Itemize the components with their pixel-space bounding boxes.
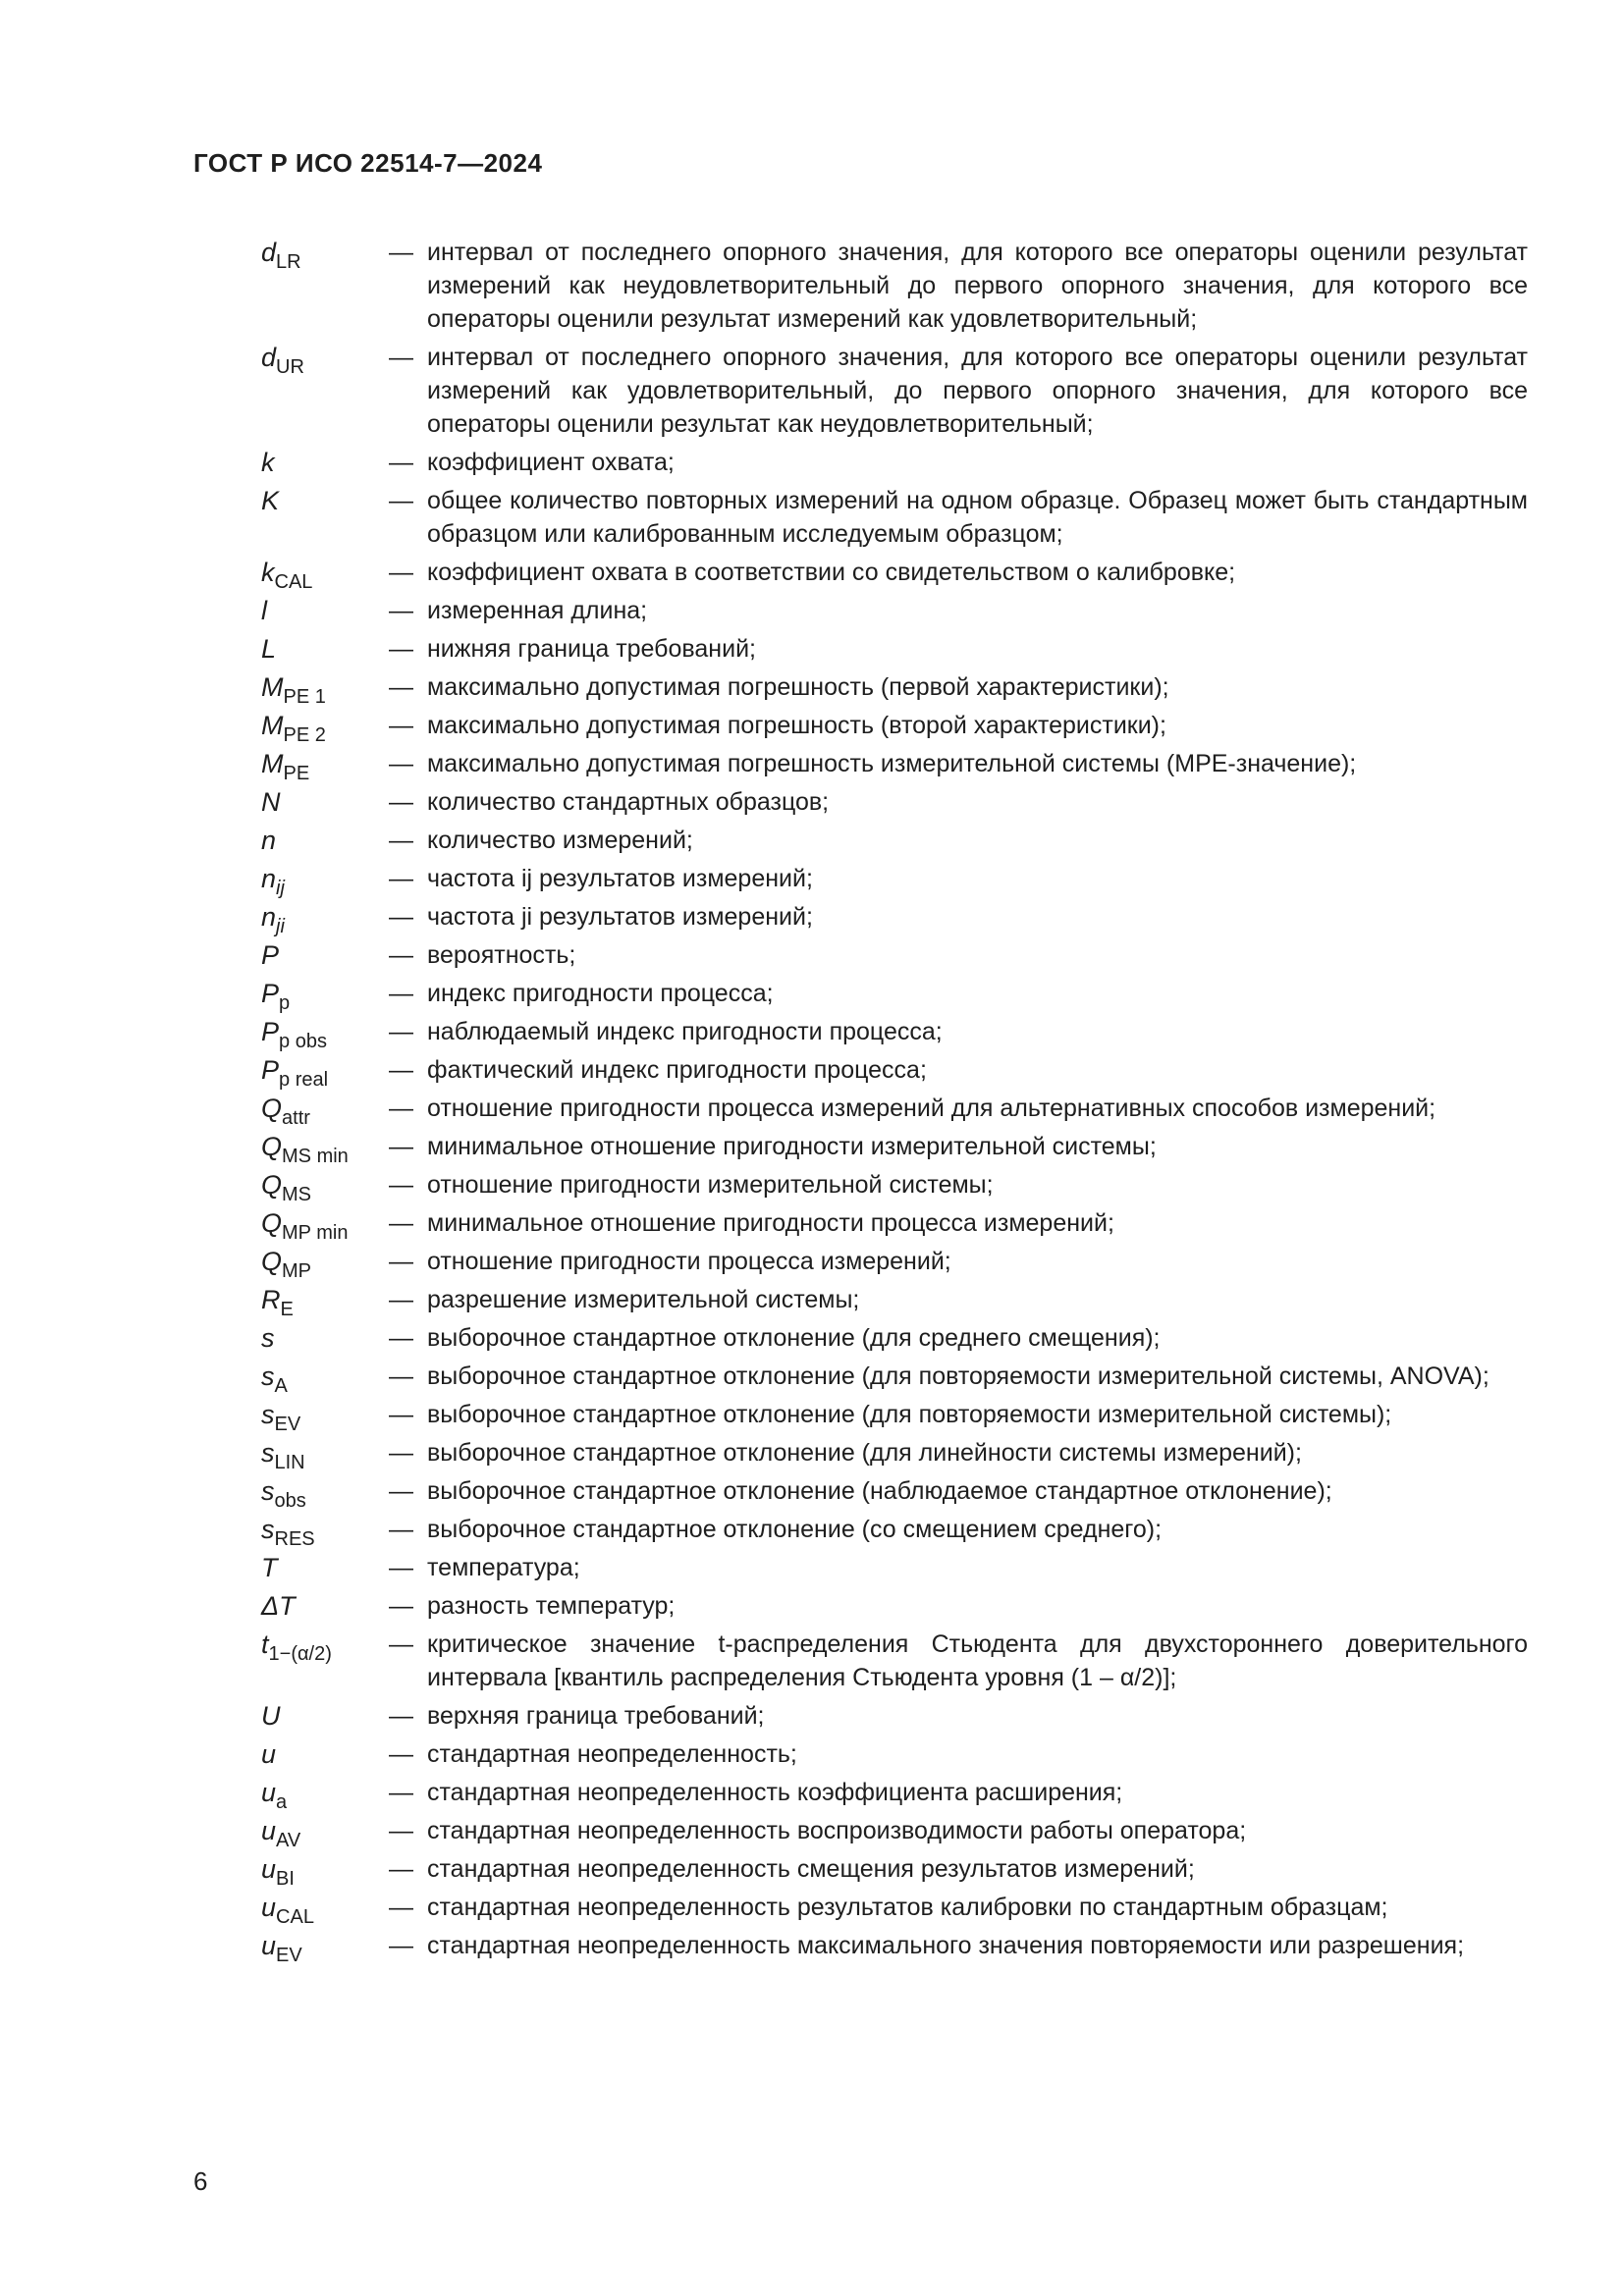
em-dash: — [389, 980, 413, 1007]
symbol-row [261, 484, 1528, 551]
symbol-subscript: MP [282, 1260, 312, 1282]
symbol-base: u [261, 1778, 277, 1807]
symbol-row [261, 1513, 1528, 1550]
symbol-base: k [261, 558, 275, 587]
symbol-definition: отношение пригодности процесса измерений; [427, 1248, 951, 1275]
symbol-row [261, 1628, 1528, 1694]
symbol [261, 1436, 389, 1473]
symbol [261, 556, 389, 593]
symbol-subscript: PE 2 [283, 724, 326, 746]
symbol-base: s [261, 1400, 275, 1429]
em-dash: — [389, 1894, 413, 1921]
symbol-definition: максимально допустимая погрешность измерительной системы (MPE-значение); [427, 750, 1357, 777]
em-dash: — [389, 1554, 413, 1581]
symbol-subscript: CAL [274, 571, 313, 593]
symbol-definition: отношение пригодности измерительной системы; [427, 1171, 994, 1199]
symbol [261, 1551, 389, 1584]
symbol-definition: стандартная неопределенность коэффициента расширения; [427, 1779, 1123, 1806]
symbol-subscript: RES [274, 1528, 315, 1550]
em-dash: — [389, 750, 413, 777]
symbol [261, 1321, 389, 1355]
em-dash: — [389, 1133, 413, 1160]
symbol-row [261, 747, 1528, 784]
symbol-subscript: AV [276, 1830, 301, 1851]
symbol-definition: минимальное отношение пригодности измерительной системы; [427, 1133, 1157, 1160]
symbol-subscript: p real [279, 1069, 329, 1091]
symbol-subscript: LIN [274, 1452, 305, 1473]
symbol [261, 632, 389, 666]
symbol-row [261, 341, 1528, 441]
symbol-definition: температура; [427, 1554, 580, 1581]
symbol-definition: выборочное стандартное отклонение (для повторяемости измерительной системы, ANOVA); [427, 1362, 1489, 1390]
symbol [261, 747, 389, 784]
symbol-definition: выборочное стандартное отклонение (со смещением среднего); [427, 1516, 1163, 1543]
symbol-base: Q [261, 1170, 283, 1200]
symbol-base: s [261, 1323, 275, 1353]
symbol [261, 1852, 389, 1890]
symbol-base: n [261, 902, 277, 932]
em-dash: — [389, 827, 413, 854]
symbol-row [261, 1245, 1528, 1282]
symbol-row [261, 1737, 1528, 1771]
symbol-definition: индекс пригодности процесса; [427, 980, 774, 1007]
em-dash: — [389, 788, 413, 816]
symbol-base: L [261, 634, 277, 664]
symbol-base: M [261, 749, 284, 778]
symbol-base: n [261, 826, 277, 855]
symbol-subscript: ji [276, 916, 285, 937]
symbol-definition: разрешение измерительной системы; [427, 1286, 860, 1313]
em-dash: — [389, 1592, 413, 1620]
symbol [261, 1206, 389, 1244]
symbol-subscript: MP min [282, 1222, 349, 1244]
symbol-row [261, 236, 1528, 336]
symbol-row [261, 1283, 1528, 1320]
em-dash: — [389, 559, 413, 586]
symbol-row [261, 632, 1528, 666]
em-dash: — [389, 1855, 413, 1883]
symbol-base: N [261, 787, 281, 817]
symbol-definition: измеренная длина; [427, 597, 648, 624]
symbol-base: u [261, 1893, 277, 1922]
symbol-base: Q [261, 1132, 283, 1161]
page-number: 6 [193, 2166, 208, 2196]
symbol-subscript: MS [282, 1184, 312, 1205]
symbol-definition: интервал от последнего опорного значения, для которого все операторы оценили результат измерений как неудовлетворительный до первого опорного значения, для которого все операторы оценили результат измерений как удовлетворительный; [427, 239, 1528, 333]
symbol-base: u [261, 1931, 277, 1960]
symbol-row [261, 1053, 1528, 1091]
symbol-row [261, 1321, 1528, 1355]
symbol-base: s [261, 1515, 275, 1544]
symbol-definition: нижняя граница требований; [427, 635, 756, 663]
symbol-subscript: E [280, 1299, 294, 1320]
symbol-base: l [261, 596, 267, 625]
symbol-base: Q [261, 1094, 283, 1123]
em-dash: — [389, 1477, 413, 1505]
symbol-row [261, 1814, 1528, 1851]
symbol-definition: общее количество повторных измерений на одном образце. Образец может быть стандартным образцом или калиброванным исследуемым образцом; [427, 487, 1528, 548]
symbol [261, 1474, 389, 1512]
symbol-row [261, 709, 1528, 746]
symbol-row [261, 1776, 1528, 1813]
em-dash: — [389, 487, 413, 514]
em-dash: — [389, 1018, 413, 1045]
symbol-base: d [261, 238, 277, 267]
symbol-definition: стандартная неопределенность воспроизводимости работы оператора; [427, 1817, 1247, 1844]
symbol-base: ΔT [261, 1591, 296, 1621]
symbol-row [261, 938, 1528, 972]
symbol [261, 1929, 389, 1966]
symbol [261, 1015, 389, 1052]
symbol [261, 1737, 389, 1771]
symbol [261, 670, 389, 708]
symbol-base: P [261, 979, 280, 1008]
symbol-base: Q [261, 1247, 283, 1276]
symbol-list [261, 236, 1528, 1967]
symbol [261, 785, 389, 819]
symbol-row [261, 900, 1528, 937]
symbol-definition: вероятность; [427, 941, 576, 969]
symbol-row [261, 1092, 1528, 1129]
symbol-definition: разность температур; [427, 1592, 676, 1620]
symbol-definition: стандартная неопределенность максимального значения повторяемости или разрешения; [427, 1932, 1465, 1959]
em-dash: — [389, 239, 413, 266]
em-dash: — [389, 1209, 413, 1237]
em-dash: — [389, 1362, 413, 1390]
symbol [261, 1628, 389, 1665]
em-dash: — [389, 941, 413, 969]
em-dash: — [389, 1779, 413, 1806]
symbol-definition: верхняя граница требований; [427, 1702, 765, 1730]
symbol-row [261, 1015, 1528, 1052]
symbol-row [261, 1206, 1528, 1244]
symbol-row [261, 977, 1528, 1014]
em-dash: — [389, 1401, 413, 1428]
em-dash: — [389, 597, 413, 624]
em-dash: — [389, 1439, 413, 1467]
symbol [261, 1245, 389, 1282]
symbol-subscript: 1−(α/2) [268, 1643, 332, 1665]
symbol-base: s [261, 1362, 275, 1391]
symbol [261, 709, 389, 746]
symbol-subscript: obs [274, 1490, 306, 1512]
em-dash: — [389, 673, 413, 701]
symbol-row [261, 1130, 1528, 1167]
symbol-definition: стандартная неопределенность результатов калибровки по стандартным образцам; [427, 1894, 1388, 1921]
symbol-subscript: EV [274, 1414, 301, 1435]
em-dash: — [389, 1095, 413, 1122]
document-header: ГОСТ Р ИСО 22514-7—2024 [193, 148, 543, 178]
em-dash: — [389, 635, 413, 663]
em-dash: — [389, 1171, 413, 1199]
symbol [261, 1776, 389, 1813]
symbol-base: U [261, 1701, 281, 1731]
symbol-base: d [261, 343, 277, 372]
symbol-base: n [261, 864, 277, 893]
symbol [261, 1360, 389, 1397]
symbol-row [261, 1436, 1528, 1473]
em-dash: — [389, 865, 413, 892]
symbol [261, 1398, 389, 1435]
symbol [261, 594, 389, 627]
em-dash: — [389, 344, 413, 371]
symbol-base: s [261, 1438, 275, 1468]
symbol-definition: максимально допустимая погрешность (первой характеристики); [427, 673, 1169, 701]
symbol-definition: минимальное отношение пригодности процесса измерений; [427, 1209, 1114, 1237]
symbol-subscript: LR [276, 251, 301, 273]
symbol-subscript: A [274, 1375, 288, 1397]
symbol-base: u [261, 1739, 277, 1769]
symbol [261, 977, 389, 1014]
symbol [261, 236, 389, 273]
em-dash: — [389, 1248, 413, 1275]
symbol-definition: коэффициент охвата в соответствии со свидетельством о калибровке; [427, 559, 1236, 586]
em-dash: — [389, 1324, 413, 1352]
em-dash: — [389, 1702, 413, 1730]
symbol-definition: выборочное стандартное отклонение (наблюдаемое стандартное отклонение); [427, 1477, 1332, 1505]
symbol [261, 1283, 389, 1320]
symbol-row [261, 1398, 1528, 1435]
symbol-definition: критическое значение t-распределения Стьюдента для двухстороннего доверительного интервала [квантиль распределения Стьюдента уровня (1 – α/2)]; [427, 1630, 1528, 1691]
symbol-base: P [261, 1017, 280, 1046]
symbol-definition: стандартная неопределенность; [427, 1740, 797, 1768]
em-dash: — [389, 1740, 413, 1768]
symbol-subscript: BI [276, 1868, 295, 1890]
symbol-subscript: p obs [279, 1031, 327, 1052]
symbol [261, 1053, 389, 1091]
symbol-definition: интервал от последнего опорного значения, для которого все операторы оценили результат измерений как удовлетворительный, до первого опорного значения, для которого все операторы оценили результат как неудовлетворительный; [427, 344, 1528, 438]
em-dash: — [389, 1516, 413, 1543]
symbol-base: R [261, 1285, 281, 1314]
symbol [261, 1814, 389, 1851]
symbol-row [261, 670, 1528, 708]
symbol [261, 1513, 389, 1550]
symbol-base: s [261, 1476, 275, 1506]
symbol-definition: выборочное стандартное отклонение (для среднего смещения); [427, 1324, 1161, 1352]
symbol-row [261, 785, 1528, 819]
symbol [261, 1589, 389, 1623]
symbol-row [261, 1474, 1528, 1512]
symbol-row [261, 1891, 1528, 1928]
symbol-base: K [261, 486, 280, 515]
symbol-row [261, 824, 1528, 857]
symbol-subscript: ij [276, 878, 285, 899]
symbol [261, 1699, 389, 1733]
em-dash: — [389, 1286, 413, 1313]
symbol-definition: частота ij результатов измерений; [427, 865, 813, 892]
symbol-row [261, 1699, 1528, 1733]
em-dash: — [389, 449, 413, 476]
symbol [261, 1891, 389, 1928]
symbol-row [261, 1929, 1528, 1966]
symbol-base: M [261, 672, 284, 702]
symbol [261, 824, 389, 857]
symbol-subscript: p [279, 992, 291, 1014]
symbol [261, 1130, 389, 1167]
symbol-definition: частота ji результатов измерений; [427, 903, 813, 931]
symbol-definition: фактический индекс пригодности процесса; [427, 1056, 927, 1084]
symbol [261, 862, 389, 899]
symbol-row [261, 594, 1528, 627]
symbol-definition: количество измерений; [427, 827, 693, 854]
symbol-base: u [261, 1816, 277, 1845]
em-dash: — [389, 903, 413, 931]
symbol-row [261, 1551, 1528, 1584]
symbol-base: t [261, 1629, 269, 1659]
symbol-definition: стандартная неопределенность смещения результатов измерений; [427, 1855, 1195, 1883]
symbol-base: P [261, 1055, 280, 1085]
symbol-definition: максимально допустимая погрешность (второй характеристики); [427, 712, 1166, 739]
symbol-row [261, 1360, 1528, 1397]
symbol-subscript: UR [276, 356, 304, 378]
symbol [261, 446, 389, 479]
symbol-definition: отношение пригодности процесса измерений для альтернативных способов измерений; [427, 1095, 1436, 1122]
em-dash: — [389, 1056, 413, 1084]
symbol [261, 938, 389, 972]
symbol-subscript: PE [283, 763, 310, 784]
symbol [261, 341, 389, 378]
symbol [261, 484, 389, 517]
symbol-subscript: a [276, 1791, 288, 1813]
symbol-definition: коэффициент охвата; [427, 449, 675, 476]
symbol-base: u [261, 1854, 277, 1884]
symbol [261, 900, 389, 937]
symbol-row [261, 1589, 1528, 1623]
symbol-base: k [261, 448, 275, 477]
symbol-base: P [261, 940, 280, 970]
symbol-definition: выборочное стандартное отклонение (для линейности системы измерений); [427, 1439, 1302, 1467]
symbol-row [261, 556, 1528, 593]
symbol-definition: наблюдаемый индекс пригодности процесса; [427, 1018, 943, 1045]
symbol-base: T [261, 1553, 278, 1582]
symbol-subscript: attr [282, 1107, 310, 1129]
symbol-subscript: MS min [282, 1146, 349, 1167]
symbol-subscript: CAL [276, 1906, 314, 1928]
symbol [261, 1092, 389, 1129]
symbol-subscript: PE 1 [283, 686, 326, 708]
em-dash: — [389, 1817, 413, 1844]
symbol-row [261, 446, 1528, 479]
symbol-definition: количество стандартных образцов; [427, 788, 830, 816]
symbol-definition: выборочное стандартное отклонение (для повторяемости измерительной системы); [427, 1401, 1392, 1428]
symbol-row [261, 862, 1528, 899]
symbol [261, 1168, 389, 1205]
symbol-subscript: EV [276, 1945, 302, 1966]
symbol-row [261, 1852, 1528, 1890]
symbol-row [261, 1168, 1528, 1205]
em-dash: — [389, 1630, 413, 1658]
symbol-base: Q [261, 1208, 283, 1238]
symbol-base: M [261, 711, 284, 740]
em-dash: — [389, 712, 413, 739]
em-dash: — [389, 1932, 413, 1959]
